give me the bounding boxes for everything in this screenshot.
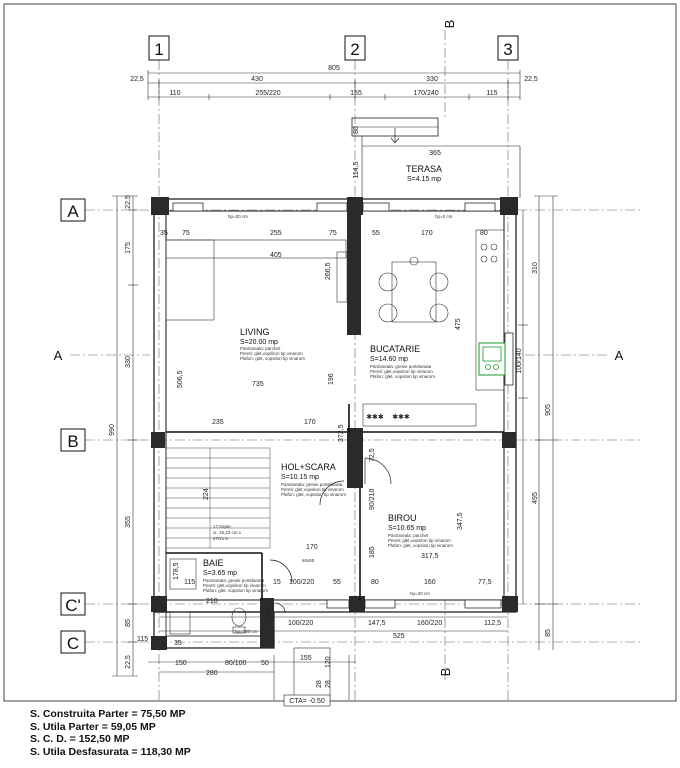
dim-bot-r1-0: 115 xyxy=(137,636,149,643)
dim-office-0: 72,5 xyxy=(369,448,376,462)
dim-office-7: 77,5 xyxy=(478,579,492,586)
dim-hall-4: 15 xyxy=(273,579,281,586)
room-note-hol-1: Pereti: glet,vopsitori tip vinarom xyxy=(281,487,344,492)
sheet-border xyxy=(4,4,676,701)
dim-kitchen-0: 55 xyxy=(372,230,380,237)
dim-bot-r3: 280 xyxy=(206,670,218,677)
room-note-living-2: Plafon: glet, vopsitori tip vinarom xyxy=(240,356,306,361)
terrace-outline xyxy=(352,118,520,198)
dim-bot-r1-3: 160/220 xyxy=(417,620,443,627)
dim-bot-r2-0: 150 xyxy=(175,660,187,667)
room-note-living-1: Pereti: glet,vopsitori tip vinarom xyxy=(240,351,303,356)
dim-top-r3-0: 110 xyxy=(169,90,181,97)
dim-top-r3-2: 155 xyxy=(350,90,362,97)
dim-living-5: 266,5 xyxy=(325,262,332,280)
dim-hall-1: 170 xyxy=(306,544,318,551)
dim-bot-r2-3: 155 xyxy=(300,655,312,662)
dim-office-6: 160 xyxy=(424,579,436,586)
terrace-dim-0: 80 xyxy=(353,126,360,134)
dim-bot-r1-4: 112,5 xyxy=(484,620,501,627)
axis-label-2: 2 xyxy=(350,40,360,59)
dim-bath-1: 210 xyxy=(206,598,218,605)
dim-left-1: 175 xyxy=(125,242,132,254)
room-note-birou-0: Pardoseala: parchet xyxy=(388,533,429,538)
axis-labels-vertical xyxy=(149,36,518,60)
axis-label-b: B xyxy=(67,432,79,451)
misc-dim-120: 120 xyxy=(265,608,272,620)
dim-left-total: 990 xyxy=(109,424,116,436)
height-note-2: hp=20 cm xyxy=(410,591,430,596)
dim-left-4: 85 xyxy=(125,619,132,627)
dim-total-width: 805 xyxy=(328,65,340,72)
dim-hall-5: 55 xyxy=(333,579,341,586)
room-note-hol-2: Plafon: glet, vopsitori tip vinarom xyxy=(281,492,347,497)
stove-marks-right: ✱✱✱ xyxy=(392,414,410,421)
axis-label-3: 3 xyxy=(503,40,513,59)
dim-kitchen-2: 80 xyxy=(480,230,488,237)
kitchen-counter xyxy=(363,230,504,426)
dim-hall-0: 224 xyxy=(203,488,210,500)
dim-hall-2: 115 xyxy=(184,579,196,586)
axis-labels-horizontal xyxy=(61,199,85,653)
axis-label-a: A xyxy=(67,202,79,221)
axis-label-1: 1 xyxy=(154,40,164,59)
dim-left-2: 330 xyxy=(125,356,132,368)
dim-office-4: 317,5 xyxy=(421,553,439,560)
dim-living-8: 196 xyxy=(328,373,335,385)
dim-left-0: 22,5 xyxy=(125,195,132,209)
summary-useful-area: S. Utila Parter = 59,05 MP xyxy=(30,720,156,733)
dim-bot-stair-0: 28 xyxy=(316,680,323,688)
dim-living-4: 405 xyxy=(270,252,282,259)
dim-bath-0: 178,5 xyxy=(173,562,180,580)
dim-right-0: 310 xyxy=(532,262,539,274)
dim-hall-3: 100/220 xyxy=(289,579,315,586)
dim-left-3: 355 xyxy=(125,516,132,528)
dim-left-5: 22,5 xyxy=(125,655,132,669)
cta-label: CTA= -0.50 xyxy=(289,698,325,705)
dim-top-r3-4: 115 xyxy=(486,90,498,97)
room-name-living: LIVING xyxy=(240,327,270,337)
dim-right-3: 495 xyxy=(532,492,539,504)
terrace-name: TERASA xyxy=(405,164,443,174)
summary-constructed-area: S. Construita Parter = 75,50 MP xyxy=(30,708,186,720)
dim-kitchen-1: 170 xyxy=(421,230,433,237)
stair-note-0: 17 trepte xyxy=(213,524,231,529)
dim-top-r2-3: 22,5 xyxy=(524,76,538,83)
room-note-hol-0: Pardoseala: gresie portelanata xyxy=(281,482,343,487)
dim-office-1: 90/210 xyxy=(369,488,376,510)
dim-living-3: 75 xyxy=(329,230,337,237)
dim-bot-r1-1: 100/220 xyxy=(288,620,314,627)
dim-right-1: 100/140 xyxy=(516,348,523,374)
room-note-living-0: Pardoseala: parchet xyxy=(240,346,281,351)
room-note-baie-1: Pereti: glet,vopsitori tip vinarom xyxy=(203,583,266,588)
room-note-birou-2: Plafon: glet, vopsitori tip vinarom xyxy=(388,543,454,548)
sofa xyxy=(166,240,346,320)
room-note-bucatarie-0: Pardoseala: gresie portelanata xyxy=(370,364,432,369)
dim-living-1: 75 xyxy=(182,230,190,237)
dining-table xyxy=(379,257,448,322)
dim-kitchen-3: 475 xyxy=(455,318,462,330)
dim-top-r2-2: 330 xyxy=(426,76,438,83)
room-name-birou: BIROU xyxy=(388,513,417,523)
terrace-width-dim: 365 xyxy=(429,150,441,157)
axis-label-c: C xyxy=(66,634,80,653)
room-note-baie-2: Plafon: glet, vopsitori tip vinarom xyxy=(203,588,269,593)
axis-label-c-prime: C' xyxy=(65,596,81,615)
windows xyxy=(173,203,513,608)
summary-useful-total: S. Utila Desfasurata = 118,30 MP xyxy=(30,745,191,758)
terrace-area: S=4.15 mp xyxy=(406,176,442,183)
dim-office-5: 80 xyxy=(371,579,379,586)
room-note-birou-1: Pereti: glet,vopsitori tip vinarom xyxy=(388,538,451,543)
room-area-living: S=20.00 mp xyxy=(240,339,278,346)
room-name-bucatarie: BUCATARIE xyxy=(370,344,421,354)
dimension-lines-top xyxy=(148,70,520,100)
summary-scd: S. C. D. = 152,50 MP xyxy=(30,733,130,745)
room-name-hol: HOL+SCARA xyxy=(281,462,336,472)
dim-bot-total: 525 xyxy=(393,633,405,640)
dim-living-9: 235 xyxy=(212,419,224,426)
dim-bot-r2-1: 80/100 xyxy=(225,660,247,667)
section-mark-a-left: A xyxy=(53,348,63,363)
tv-cabinet xyxy=(337,252,347,302)
room-note-baie-0: Pardoseala: gresie portelanata xyxy=(203,578,265,583)
dim-living-0: 35 xyxy=(160,230,168,237)
room-area-bucatarie: S=14.60 mp xyxy=(370,356,408,363)
dim-living-2: 255 xyxy=(270,230,282,237)
stove-marks-left: ✱✱✱ xyxy=(366,414,384,421)
room-area-baie: S=3.65 mp xyxy=(203,570,238,577)
boiler-icon xyxy=(479,343,505,375)
section-mark-b-bottom: B xyxy=(438,667,453,677)
dim-office-2: 185 xyxy=(369,546,376,558)
terrace-dim-1: 114,5 xyxy=(353,161,360,179)
room-area-birou: S=10.65 mp xyxy=(388,525,426,532)
dim-right-2: 905 xyxy=(545,404,552,416)
dim-living-11: 372,5 xyxy=(338,424,345,442)
dim-bot-stair-1: 120 xyxy=(325,656,332,668)
stair-note-1: cr. 18,23 cm x xyxy=(213,530,242,535)
dim-bot-r2-2: 50 xyxy=(261,660,269,667)
height-note-0: hp=20 cm xyxy=(228,214,248,219)
dim-top-r2-1: 430 xyxy=(251,76,263,83)
section-mark-a-right: A xyxy=(614,348,624,363)
area-summary xyxy=(30,708,191,758)
stair-note-2: 27cm tr. xyxy=(213,536,230,541)
room-note-bucatarie-2: Plafon: glet, vopsitori tip vinarom xyxy=(370,374,436,379)
room-area-hol: S=10.15 mp xyxy=(281,474,319,481)
section-mark-b-top: B xyxy=(442,19,457,29)
dim-top-r3-3: 170/240 xyxy=(413,90,439,97)
dim-bot-r1-2: 147,5 xyxy=(368,620,386,627)
height-note-1: hp=0 cm xyxy=(435,214,453,219)
dim-bath-2: 35 xyxy=(174,640,182,647)
dim-top-r3-1: 255/220 xyxy=(255,90,281,97)
dim-bot-stair-2: 28 xyxy=(325,680,332,688)
room-note-bucatarie-1: Pereti: glet,vopsitori tip vinarom xyxy=(370,369,433,374)
dim-living-6: 506,5 xyxy=(177,370,184,388)
dim-living-10: 170 xyxy=(304,419,316,426)
room-name-baie: BAIE xyxy=(203,558,224,568)
dim-office-3: 347,5 xyxy=(457,512,464,530)
dim-right-4: 85 xyxy=(545,629,552,637)
dim-living-7: 735 xyxy=(252,381,264,388)
height-note-3: hp=180 cm xyxy=(235,629,258,634)
dim-top-r2-0: 22,5 xyxy=(130,76,144,83)
misc-note-0: 60x60 xyxy=(302,558,315,563)
